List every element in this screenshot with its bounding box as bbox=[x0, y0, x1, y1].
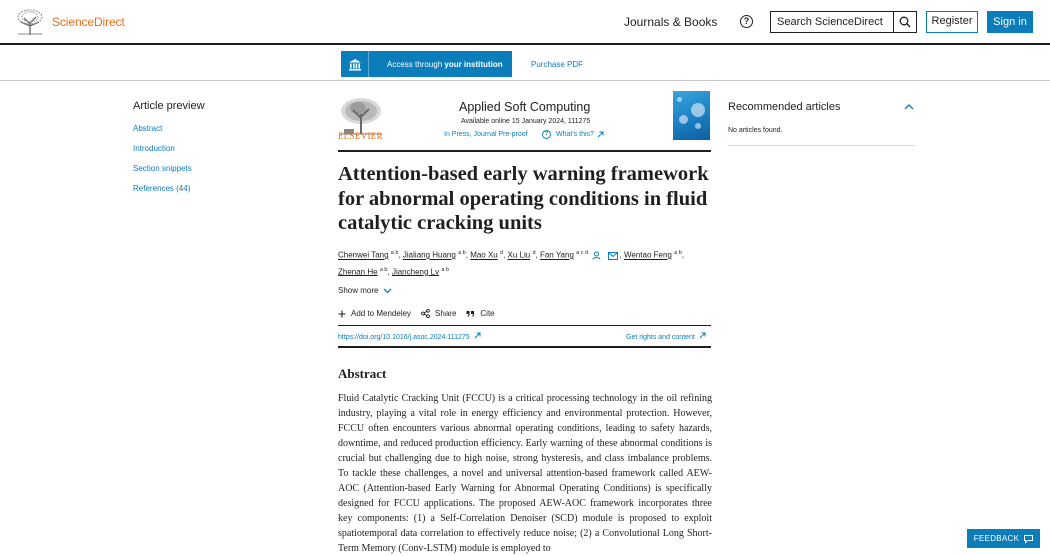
email-icon[interactable] bbox=[608, 252, 618, 260]
journal-title-link[interactable]: Applied Soft Computing bbox=[459, 100, 591, 114]
person-icon[interactable] bbox=[592, 251, 601, 260]
author-affiliation: a b bbox=[674, 250, 682, 256]
author-list: Chenwei Tang $^{a b}$, Jialiang Huang $^{a b}$, Mao Xu $^d$, Xu Liu $^d$, Fan Yang $^{a c d}$ , Wentao Feng $^{a b}$, Zhenan He $^{a b}$, Jiancheng Lv $^{a b}$ bbox=[338, 250, 685, 277]
sciencedirect-logo[interactable] bbox=[15, 8, 125, 36]
chevron-down-icon bbox=[383, 288, 392, 294]
cite-button[interactable]: Cite bbox=[466, 309, 494, 318]
brand-name: ScienceDirect bbox=[52, 15, 125, 29]
external-arrow-icon bbox=[699, 332, 706, 339]
author-link[interactable]: Mao Xu bbox=[470, 250, 498, 260]
share-button[interactable]: Share bbox=[421, 309, 456, 318]
institution-icon bbox=[341, 51, 369, 77]
register-button[interactable]: Register bbox=[926, 11, 978, 33]
abstract-heading: Abstract bbox=[338, 366, 387, 381]
sidebar-title: Article preview bbox=[133, 100, 205, 112]
abstract-text: Fluid Catalytic Cracking Unit (FCCU) is a critical processing technology in the oil refining industry, playing a vital role in energy efficiency and environmental protection. However, FCCU often encounters various abnormal operating conditions, leading to safety hazards, downtime, and reduced production efficiency. Early warning of these abnormal conditions is crucial but challenging due to high noise, strong hysteresis, and class imbalance problems. To tackle these challenges, a novel and universal attention-based framework called AEW-AOC (Attention-based Early Warning for Abnormal Operating Conditions) is specifically designed for FCCU applications. The proposed AEW-AOC framework incorporates three key components: (1) a Self-Correlation Denoiser (SCD) module is proposed to exploit spatiotemporal data correlation to effectively reduce noise; (2) a Convolutional Long Short-Term Memory (Conv-LSTM) module is employed to bbox=[338, 393, 712, 554]
doi-link[interactable]: https://doi.org/10.1016/j.asoc.2024.111275 bbox=[338, 332, 481, 341]
external-arrow-icon bbox=[474, 332, 481, 339]
journal-cover-image[interactable] bbox=[673, 91, 710, 140]
show-more-button[interactable]: Show more bbox=[338, 286, 392, 295]
journals-books-link[interactable]: Journals & Books bbox=[624, 15, 718, 29]
access-through-institution-button[interactable] bbox=[341, 51, 512, 77]
top-header bbox=[0, 0, 1050, 45]
recommended-title: Recommended articles bbox=[728, 101, 841, 113]
author-affiliation: a b bbox=[441, 266, 449, 273]
sidebar-item-introduction[interactable]: Introduction bbox=[133, 144, 175, 153]
author-affiliation: d bbox=[532, 250, 536, 256]
get-rights-link[interactable]: Get rights and content bbox=[626, 332, 706, 341]
sign-in-button[interactable]: Sign in bbox=[987, 11, 1033, 33]
help-icon[interactable]: ? bbox=[740, 15, 753, 28]
whats-this-link[interactable]: ? What's this? bbox=[542, 130, 604, 139]
author-affiliation: a b bbox=[458, 250, 466, 256]
article-outline bbox=[133, 100, 293, 205]
masthead-divider bbox=[338, 150, 711, 152]
sidebar-item-references[interactable]: References (44) bbox=[133, 184, 191, 193]
article-title: Attention-based early warning framework for abnormal operating conditions in fluid catalytic cracking units bbox=[338, 163, 709, 234]
recommended-divider bbox=[728, 145, 915, 146]
author-affiliation: a c d bbox=[576, 250, 589, 256]
search-box bbox=[770, 11, 917, 33]
elsevier-tree-icon bbox=[15, 8, 45, 36]
author-link[interactable]: Wentao Feng bbox=[624, 250, 672, 260]
external-arrow-icon bbox=[597, 131, 604, 138]
author-affiliation: d bbox=[500, 250, 504, 256]
author-link[interactable]: Xu Liu bbox=[507, 250, 531, 260]
doi-divider bbox=[338, 346, 711, 348]
add-to-mendeley-button[interactable]: Add to Mendeley bbox=[338, 309, 411, 318]
search-icon bbox=[899, 16, 911, 28]
author-link[interactable]: Zhenan He bbox=[338, 267, 378, 277]
sidebar-item-section-snippets[interactable]: Section snippets bbox=[133, 164, 192, 173]
sidebar-item-abstract[interactable]: Abstract bbox=[133, 124, 163, 133]
search-input[interactable] bbox=[771, 12, 893, 32]
author-link[interactable]: Chenwei Tang bbox=[338, 250, 389, 260]
chevron-up-icon[interactable] bbox=[904, 103, 914, 110]
plus-icon bbox=[338, 310, 346, 318]
actions-divider bbox=[338, 325, 711, 326]
purchase-pdf-link[interactable]: Purchase PDF bbox=[531, 60, 584, 69]
author-link[interactable]: Fan Yang bbox=[539, 250, 574, 260]
author-affiliation: a b bbox=[390, 250, 399, 256]
in-press-link[interactable]: In Press, Journal Pre-proof bbox=[444, 131, 528, 138]
chat-bubble-icon bbox=[1024, 535, 1033, 543]
author-link[interactable]: Jialiang Huang bbox=[402, 250, 456, 260]
access-bar bbox=[0, 47, 1050, 81]
publisher-name: ELSEVIER bbox=[338, 131, 383, 141]
recommended-articles-panel bbox=[728, 101, 915, 146]
quote-icon bbox=[466, 310, 475, 317]
access-label: Access through your institution bbox=[387, 59, 503, 69]
feedback-button[interactable]: FEEDBACK bbox=[967, 529, 1040, 548]
author-link[interactable]: Jiancheng Lv bbox=[391, 267, 440, 277]
search-button[interactable] bbox=[893, 12, 915, 32]
author-affiliation: a b bbox=[379, 266, 388, 273]
available-online-date: Available online 15 January 2024, 111275 bbox=[461, 118, 591, 125]
share-icon bbox=[421, 309, 430, 318]
question-icon: ? bbox=[542, 130, 551, 139]
article-actions bbox=[338, 309, 505, 318]
no-articles-message: No articles found. bbox=[728, 127, 783, 134]
